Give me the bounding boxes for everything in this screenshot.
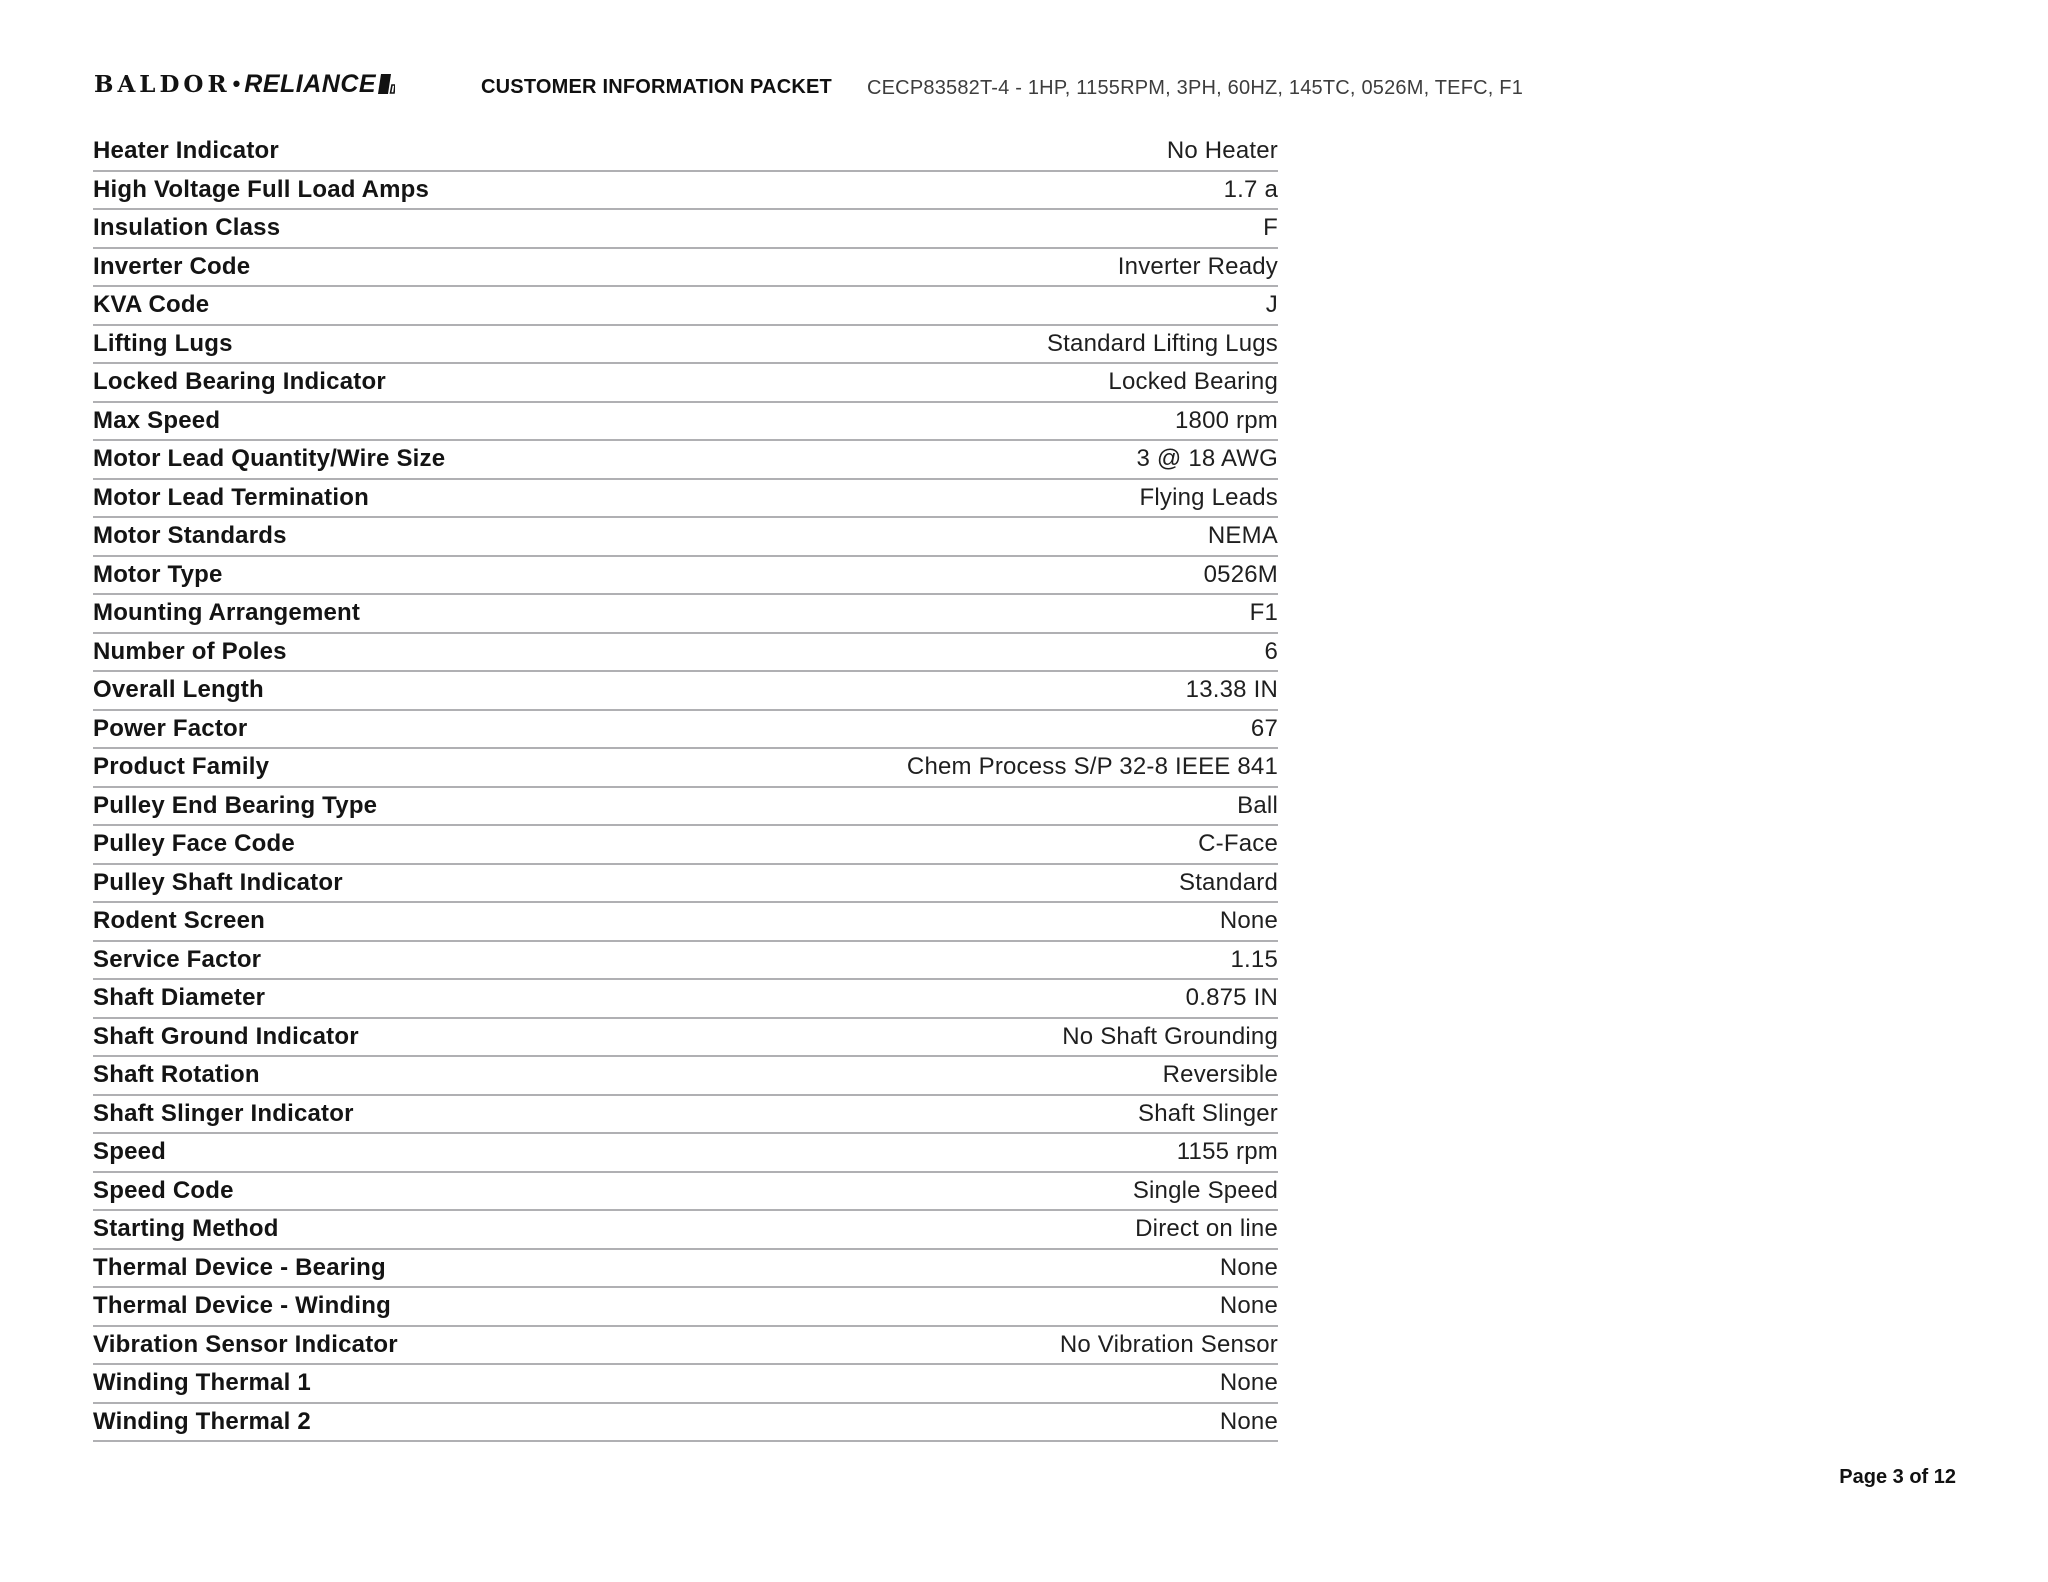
spec-row — [93, 1173, 1278, 1212]
spec-label: Thermal Device - Winding — [93, 1292, 391, 1320]
spec-value: Reversible — [1162, 1061, 1278, 1089]
spec-row — [93, 133, 1278, 172]
spec-value: Direct on line — [1135, 1215, 1278, 1243]
spec-value: Single Speed — [1132, 1176, 1278, 1204]
spec-label: Service Factor — [93, 945, 262, 973]
spec-label: Winding Thermal 1 — [93, 1369, 311, 1397]
spec-value: Chem Process S/P 32-8 IEEE 841 — [906, 753, 1278, 781]
spec-row — [93, 441, 1278, 480]
spec-value: None — [1219, 1292, 1278, 1320]
spec-value: 0.875 IN — [1185, 984, 1278, 1012]
spec-value: None — [1219, 1407, 1278, 1435]
spec-value: 0526M — [1203, 560, 1278, 588]
spec-value: F — [1263, 214, 1278, 242]
spec-value: No Vibration Sensor — [1059, 1330, 1278, 1358]
spec-label: Pulley Shaft Indicator — [93, 868, 343, 896]
spec-label: Motor Standards — [93, 522, 287, 550]
spec-row — [93, 865, 1278, 904]
spec-value: Flying Leads — [1139, 483, 1278, 511]
spec-label: Starting Method — [93, 1215, 279, 1243]
spec-label: Locked Bearing Indicator — [93, 368, 386, 396]
spec-row — [93, 595, 1278, 634]
spec-label: Vibration Sensor Indicator — [93, 1330, 398, 1358]
spec-row — [93, 1134, 1278, 1173]
spec-row — [93, 1250, 1278, 1289]
spec-label: Winding Thermal 2 — [93, 1407, 311, 1435]
spec-label: Heater Indicator — [93, 137, 279, 165]
spec-label: Pulley End Bearing Type — [93, 791, 378, 819]
spec-value: No Heater — [1166, 137, 1278, 165]
spec-row — [93, 980, 1278, 1019]
spec-label: Motor Lead Quantity/Wire Size — [93, 445, 446, 473]
spec-value: 1.7 a — [1223, 175, 1278, 203]
spec-row — [93, 326, 1278, 365]
spec-row — [93, 480, 1278, 519]
spec-label: Shaft Diameter — [93, 984, 266, 1012]
spec-label: Lifting Lugs — [93, 329, 233, 357]
spec-label: Pulley Face Code — [93, 830, 295, 858]
spec-value: Locked Bearing — [1108, 368, 1278, 396]
spec-value: 1800 rpm — [1175, 406, 1278, 434]
spec-value: J — [1265, 291, 1278, 319]
spec-row — [93, 711, 1278, 750]
spec-value: NEMA — [1207, 522, 1278, 550]
spec-label: High Voltage Full Load Amps — [93, 175, 430, 203]
spec-label: Max Speed — [93, 406, 221, 434]
page-number: Page 3 of 12 — [1839, 1466, 1956, 1488]
spec-value: None — [1219, 1253, 1278, 1281]
baldor-reliance-logo — [94, 70, 395, 99]
spec-value: None — [1219, 1369, 1278, 1397]
spec-value: C-Face — [1198, 830, 1278, 858]
logo-bullet-separator: • — [232, 71, 241, 96]
spec-value: 6 — [1264, 637, 1278, 665]
spec-row — [93, 634, 1278, 673]
spec-row — [93, 1327, 1278, 1366]
reliance-trademark-icon — [378, 74, 395, 99]
spec-row — [93, 364, 1278, 403]
spec-label: Number of Poles — [93, 637, 287, 665]
product-spec-line: CECP83582T-4 - 1HP, 1155RPM, 3PH, 60HZ, 145TC, 0526M, TEFC, F1 — [867, 77, 1524, 99]
spec-value: 13.38 IN — [1185, 676, 1278, 704]
spec-row — [93, 749, 1278, 788]
spec-label: Shaft Ground Indicator — [93, 1022, 359, 1050]
spec-label: Motor Lead Termination — [93, 483, 369, 511]
spec-row — [93, 1096, 1278, 1135]
spec-row — [93, 1365, 1278, 1404]
spec-row — [93, 1288, 1278, 1327]
spec-row — [93, 1211, 1278, 1250]
logo-reliance-text: RELIANCE — [244, 70, 377, 98]
spec-label: Overall Length — [93, 676, 264, 704]
spec-row — [93, 172, 1278, 211]
spec-value: Standard — [1178, 868, 1278, 896]
spec-row — [93, 210, 1278, 249]
spec-value: 3 @ 18 AWG — [1136, 445, 1278, 473]
spec-label: KVA Code — [93, 291, 210, 319]
spec-label: Shaft Slinger Indicator — [93, 1099, 354, 1127]
spec-label: Speed — [93, 1138, 167, 1166]
spec-label: Insulation Class — [93, 214, 281, 242]
spec-label: Rodent Screen — [93, 907, 265, 935]
spec-value: Shaft Slinger — [1137, 1099, 1278, 1127]
spec-label: Speed Code — [93, 1176, 234, 1204]
spec-value: None — [1219, 907, 1278, 935]
spec-row — [93, 903, 1278, 942]
spec-label: Mounting Arrangement — [93, 599, 361, 627]
spec-value: Inverter Ready — [1117, 252, 1278, 280]
spec-row — [93, 1404, 1278, 1443]
spec-value: 67 — [1250, 714, 1278, 742]
spec-row — [93, 518, 1278, 557]
spec-label: Inverter Code — [93, 252, 251, 280]
spec-label: Motor Type — [93, 560, 223, 588]
spec-label: Power Factor — [93, 714, 248, 742]
spec-row — [93, 788, 1278, 827]
spec-row — [93, 1057, 1278, 1096]
spec-table — [93, 133, 1278, 1442]
logo-baldor-text: BALDOR — [94, 71, 231, 98]
spec-label: Thermal Device - Bearing — [93, 1253, 386, 1281]
spec-value: Standard Lifting Lugs — [1046, 329, 1278, 357]
spec-label: Shaft Rotation — [93, 1061, 260, 1089]
spec-value: No Shaft Grounding — [1062, 1022, 1278, 1050]
spec-row — [93, 403, 1278, 442]
spec-row — [93, 1019, 1278, 1058]
spec-row — [93, 942, 1278, 981]
spec-value: 1155 rpm — [1176, 1138, 1278, 1166]
spec-row — [93, 672, 1278, 711]
spec-row — [93, 287, 1278, 326]
document-title: CUSTOMER INFORMATION PACKET — [481, 76, 832, 98]
spec-row — [93, 557, 1278, 596]
spec-row — [93, 826, 1278, 865]
spec-value: 1.15 — [1230, 945, 1278, 973]
spec-label: Product Family — [93, 753, 270, 781]
spec-value: Ball — [1237, 791, 1278, 819]
spec-value: F1 — [1249, 599, 1278, 627]
spec-row — [93, 249, 1278, 288]
